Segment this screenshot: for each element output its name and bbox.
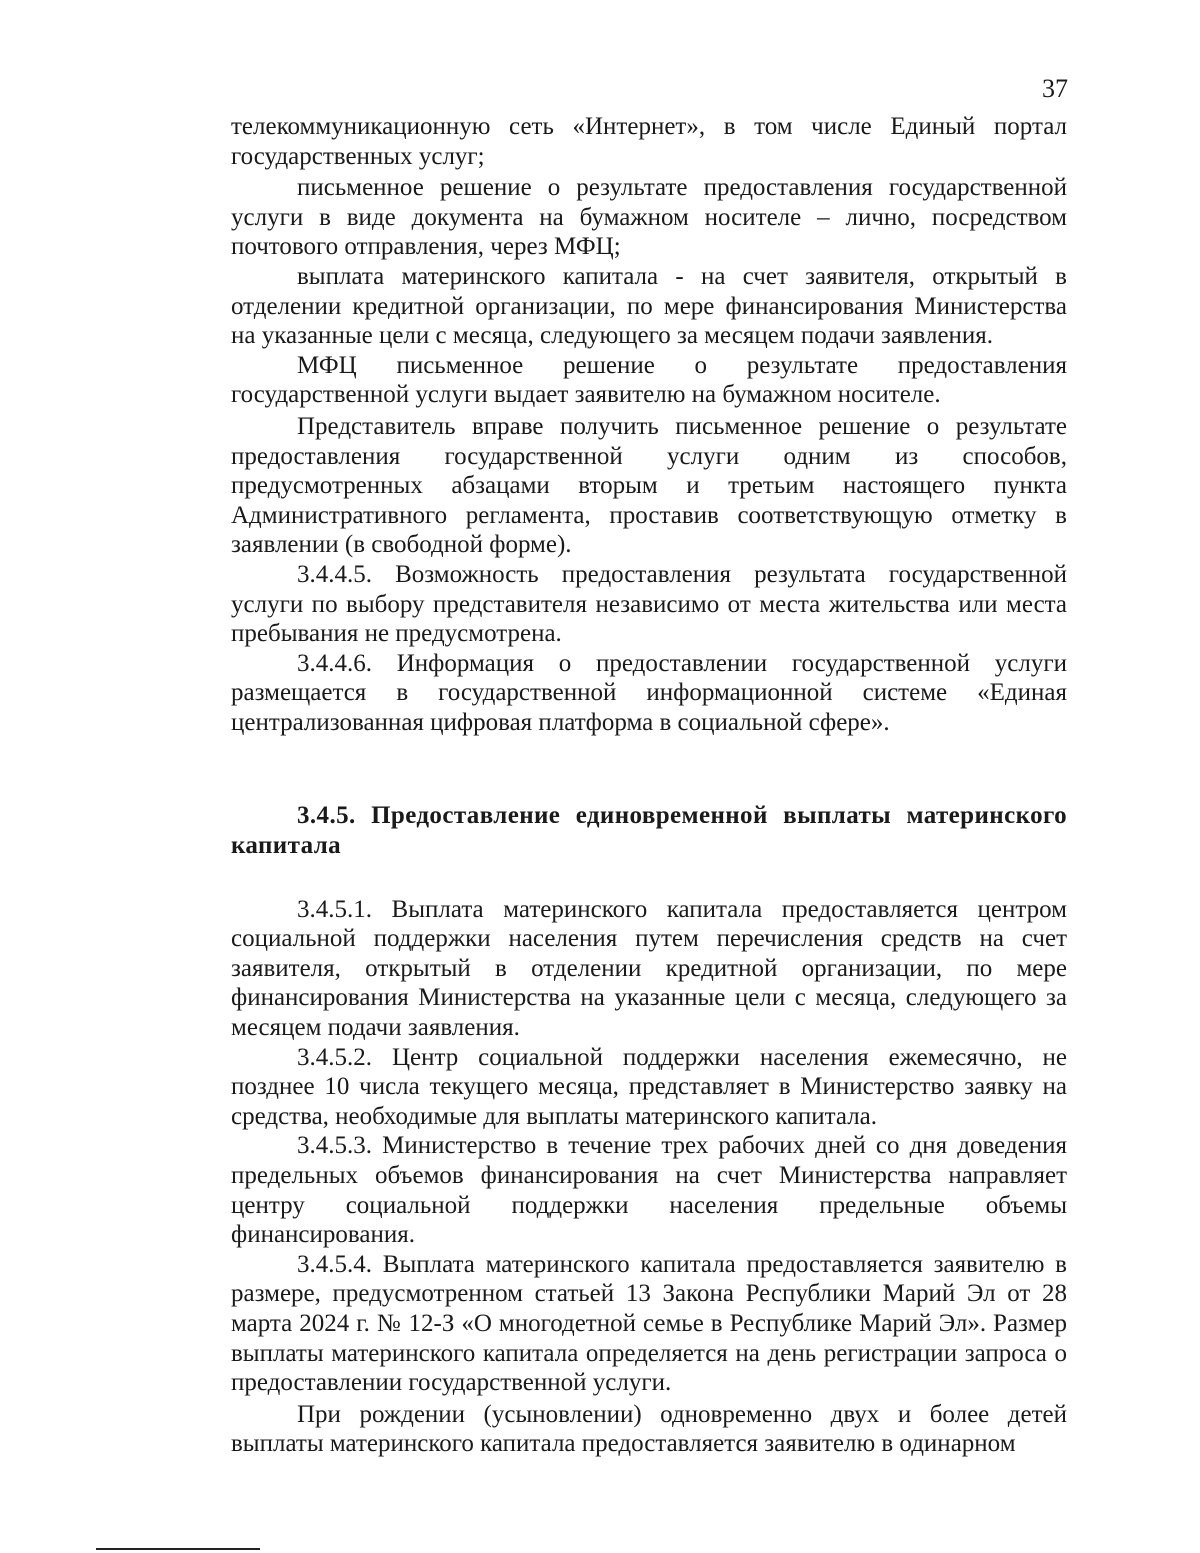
document-body — [231, 112, 1067, 1459]
paragraph-7: 3.4.4.6. Информация о предоставлении государственной услуги размещается в государственной информационной системе «Единая централизованная цифровая платформа в социальной сфере». — [231, 649, 1067, 736]
paragraph-5: Представитель вправе получить письменное решение о результате предоставления государственной услуги одним из способов, предусмотренных абзацами вторым и третьим настоящего пункта Административного регламента, проставив соответствующую отметку в заявлении (в свободной форме). — [231, 412, 1067, 559]
paragraph-2: письменное решение о результате предоставления государственной услуги в виде документа на бумажном носителе – лично, посредством почтового отправления, через МФЦ; — [231, 174, 1067, 261]
section-paragraph-4: 3.4.5.4. Выплата материнского капитала предоставляется заявителю в размере, предусмотренном статьей 13 Закона Республики Марий Эл от 28 марта 2024 г. № 12-З «О многодетной семье в Республике Марий Эл». Размер выплаты материнского капитала определяется на день регистрации запроса о предоставлении государственной услуги. — [231, 1250, 1067, 1397]
paragraph-4: МФЦ письменное решение о результате предоставления государственной услуги выдает заявителю на бумажном носителе. — [231, 351, 1067, 409]
paragraph-3: выплата материнского капитала - на счет заявителя, открытый в отделении кредитной организации, по мере финансирования Министерства на указанные цели с месяца, следующего за месяцем подачи заявления. — [231, 262, 1067, 350]
section-heading: 3.4.5. Предоставление единовременной выплаты материнского капитала — [231, 802, 1067, 860]
paragraph-1: телекоммуникационную сеть «Интернет», в том числе Единый портал государственных услуг; — [231, 113, 1067, 170]
section-paragraph-1: 3.4.5.1. Выплата материнского капитала предоставляется центром социальной поддержки населения путем перечисления средств на счет заявителя, открытый в отделении кредитной организации, по мере финансирования Министерства на указанные цели с месяца, следующего за месяцем подачи заявления. — [231, 895, 1067, 1042]
section-paragraph-5: При рождении (усыновлении) одновременно двух и более детей выплаты материнского капитала предоставляется заявителю в одинарном — [231, 1400, 1067, 1458]
paragraph-6: 3.4.4.5. Возможность предоставления результата государственной услуги по выбору представителя независимо от места жительства или места пребывания не предусмотрена. — [231, 560, 1067, 648]
page-number: 37 — [1042, 74, 1068, 103]
section-paragraph-2: 3.4.5.2. Центр социальной поддержки населения ежемесячно, не позднее 10 числа текущего месяца, представляет в Министерство заявку на средства, необходимые для выплаты материнского капитала. — [231, 1043, 1067, 1130]
section-paragraph-3: 3.4.5.3. Министерство в течение трех рабочих дней со дня доведения предельных объемов финансирования на счет Министерства направляет центру социальной поддержки населения предельные объемы финансирования. — [231, 1132, 1067, 1249]
footnote-rule — [96, 1548, 260, 1550]
